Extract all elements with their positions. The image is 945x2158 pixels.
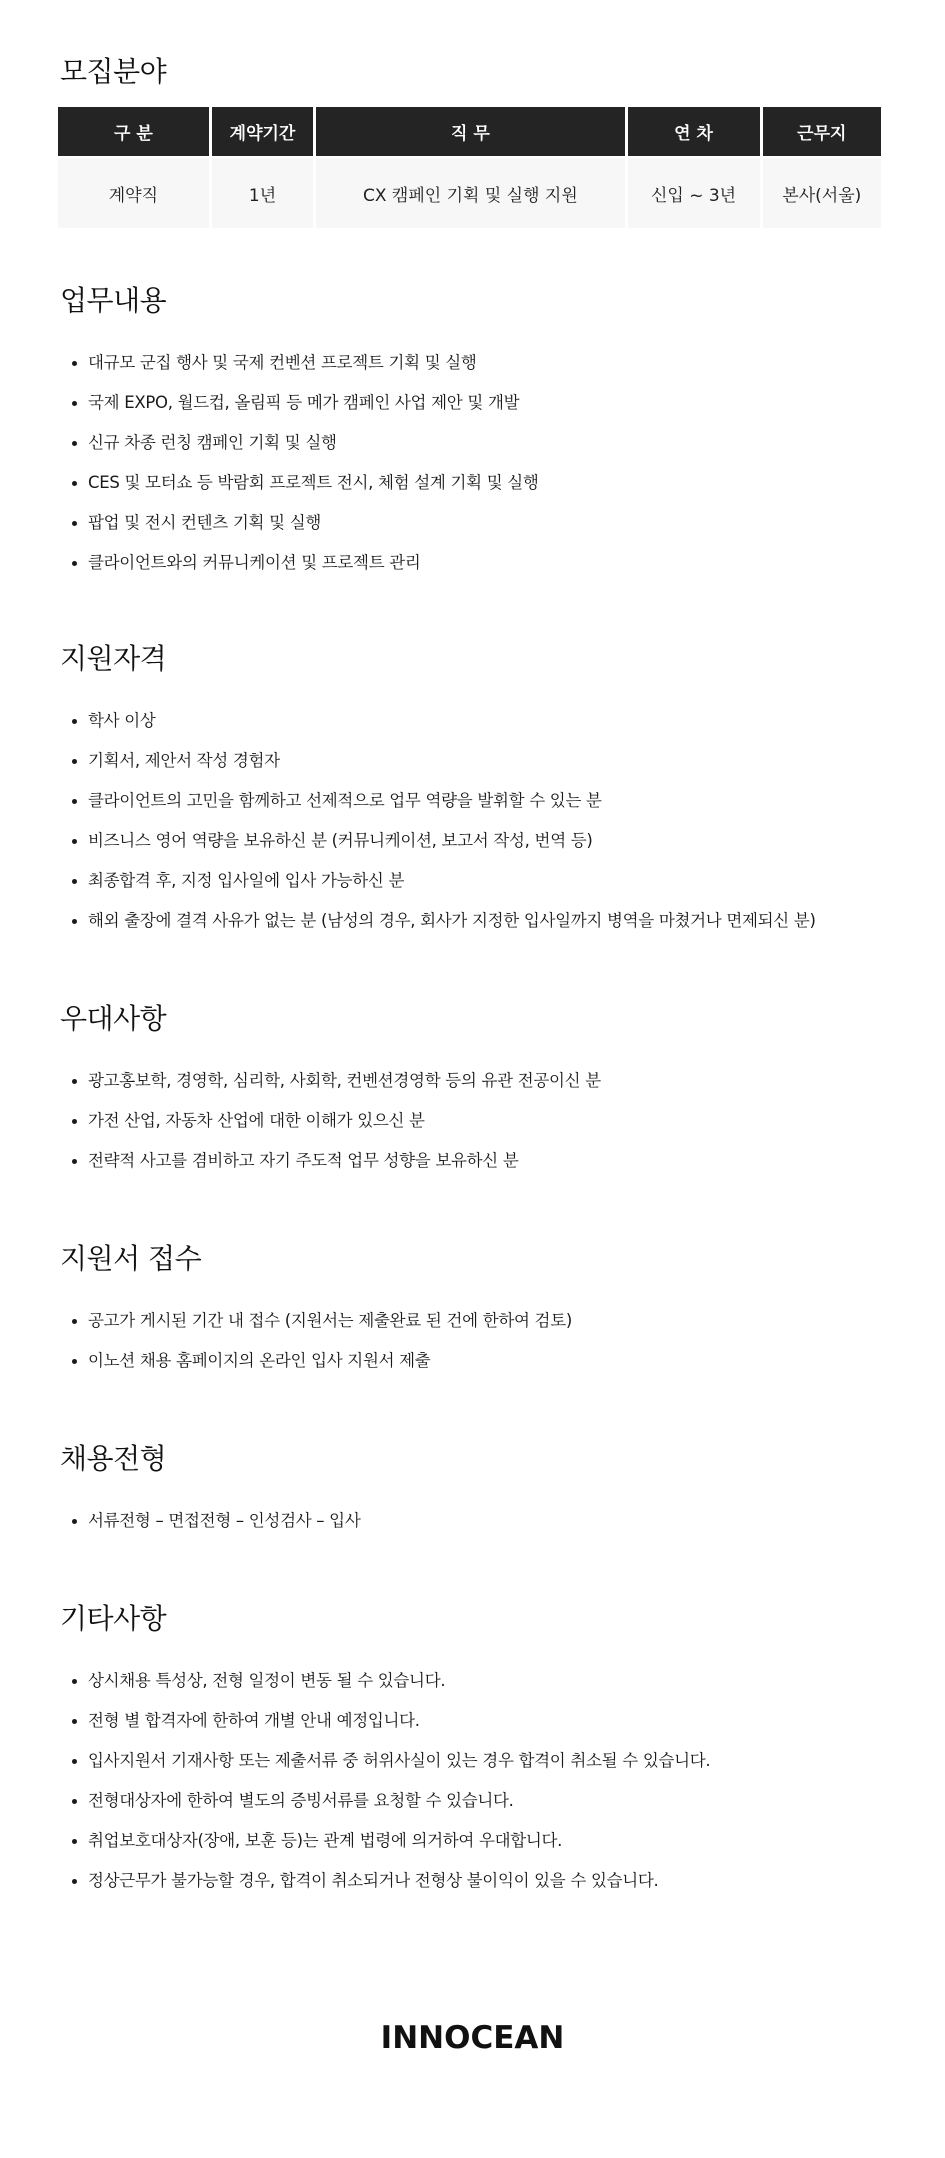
- list-item: 상시채용 특성상, 전형 일정이 변동 될 수 있습니다.: [60, 1661, 885, 1701]
- list-item: 최종합격 후, 지정 입사일에 입사 가능하신 분: [60, 861, 885, 901]
- qualifications-title: 지원자격: [60, 642, 167, 675]
- duties-title: 업무내용: [60, 284, 167, 317]
- list-item: 입사지원서 기재사항 또는 제출서류 중 허위사실이 있는 경우 합격이 취소될 수 있습니다.: [60, 1741, 885, 1781]
- list-item: CES 및 모터쇼 등 박람회 프로젝트 전시, 체험 설계 기획 및 실행: [60, 463, 885, 503]
- list-item: 학사 이상: [60, 701, 885, 741]
- list-item: 정상근무가 불가능할 경우, 합격이 취소되거나 전형상 불이익이 있을 수 있습니다.: [60, 1861, 885, 1901]
- cell-contract-period: 1년: [212, 156, 314, 228]
- process-list: [60, 1501, 885, 1541]
- list-item: 신규 차종 런칭 캠페인 기획 및 실행: [60, 423, 885, 463]
- process-title: 채용전형: [60, 1442, 167, 1475]
- header-category: 구 분: [58, 107, 209, 156]
- header-experience: 연 차: [628, 107, 760, 156]
- etc-title: 기타사항: [60, 1602, 167, 1635]
- application-title: 지원서 접수: [60, 1242, 202, 1275]
- list-item: 클라이언트의 고민을 함께하고 선제적으로 업무 역량을 발휘할 수 있는 분: [60, 781, 885, 821]
- list-item: 광고홍보학, 경영학, 심리학, 사회학, 컨벤션경영학 등의 유관 전공이신 분: [60, 1061, 885, 1101]
- etc-list: [60, 1661, 885, 1901]
- cell-location: 본사(서울): [763, 156, 881, 228]
- list-item: 이노션 채용 홈페이지의 온라인 입사 지원서 제출: [60, 1341, 885, 1381]
- list-item: 국제 EXPO, 월드컵, 올림픽 등 메가 캠페인 사업 제안 및 개발: [60, 383, 885, 423]
- preferred-title: 우대사항: [60, 1002, 167, 1035]
- recruit-title: 모집분야: [60, 55, 167, 88]
- list-item: 가전 산업, 자동차 산업에 대한 이해가 있으신 분: [60, 1101, 885, 1141]
- list-item: 전형 별 합격자에 한하여 개별 안내 예정입니다.: [60, 1701, 885, 1741]
- qualifications-list: [60, 701, 885, 941]
- header-location: 근무지: [763, 107, 881, 156]
- preferred-list: [60, 1061, 885, 1181]
- duties-section: [60, 284, 885, 583]
- header-contract-period: 계약기간: [212, 107, 314, 156]
- list-item: 기획서, 제안서 작성 경험자: [60, 741, 885, 781]
- list-item: 대규모 군집 행사 및 국제 컨벤션 프로젝트 기획 및 실행: [60, 343, 885, 383]
- cell-category: 계약직: [58, 156, 209, 228]
- list-item: 클라이언트와의 커뮤니케이션 및 프로젝트 관리: [60, 543, 885, 583]
- qualifications-section: [60, 642, 885, 941]
- table-row: [58, 156, 881, 228]
- list-item: 해외 출장에 결격 사유가 없는 분 (남성의 경우, 회사가 지정한 입사일까지 병역을 마쳤거나 면제되신 분): [60, 901, 885, 941]
- header-job: 직 무: [316, 107, 624, 156]
- list-item: 공고가 게시된 기간 내 접수 (지원서는 제출완료 된 건에 한하여 검토): [60, 1301, 885, 1341]
- application-section: [60, 1242, 885, 1381]
- etc-section: [60, 1602, 885, 1901]
- list-item: 전략적 사고를 겸비하고 자기 주도적 업무 성향을 보유하신 분: [60, 1141, 885, 1181]
- cell-job: CX 캠페인 기획 및 실행 지원: [316, 156, 624, 228]
- preferred-section: [60, 1002, 885, 1181]
- list-item: 서류전형 – 면접전형 – 인성검사 – 입사: [60, 1501, 885, 1541]
- list-item: 비즈니스 영어 역량을 보유하신 분 (커뮤니케이션, 보고서 작성, 번역 등): [60, 821, 885, 861]
- recruit-table: [55, 107, 884, 228]
- innocean-logo: INNOCEAN: [380, 2020, 565, 2056]
- process-section: [60, 1442, 885, 1541]
- list-item: 팝업 및 전시 컨텐츠 기획 및 실행: [60, 503, 885, 543]
- list-item: 취업보호대상자(장애, 보훈 등)는 관계 법령에 의거하여 우대합니다.: [60, 1821, 885, 1861]
- duties-list: [60, 343, 885, 583]
- cell-experience: 신입 ~ 3년: [628, 156, 760, 228]
- list-item: 전형대상자에 한하여 별도의 증빙서류를 요청할 수 있습니다.: [60, 1781, 885, 1821]
- recruit-table-header-row: [58, 107, 881, 156]
- application-list: [60, 1301, 885, 1381]
